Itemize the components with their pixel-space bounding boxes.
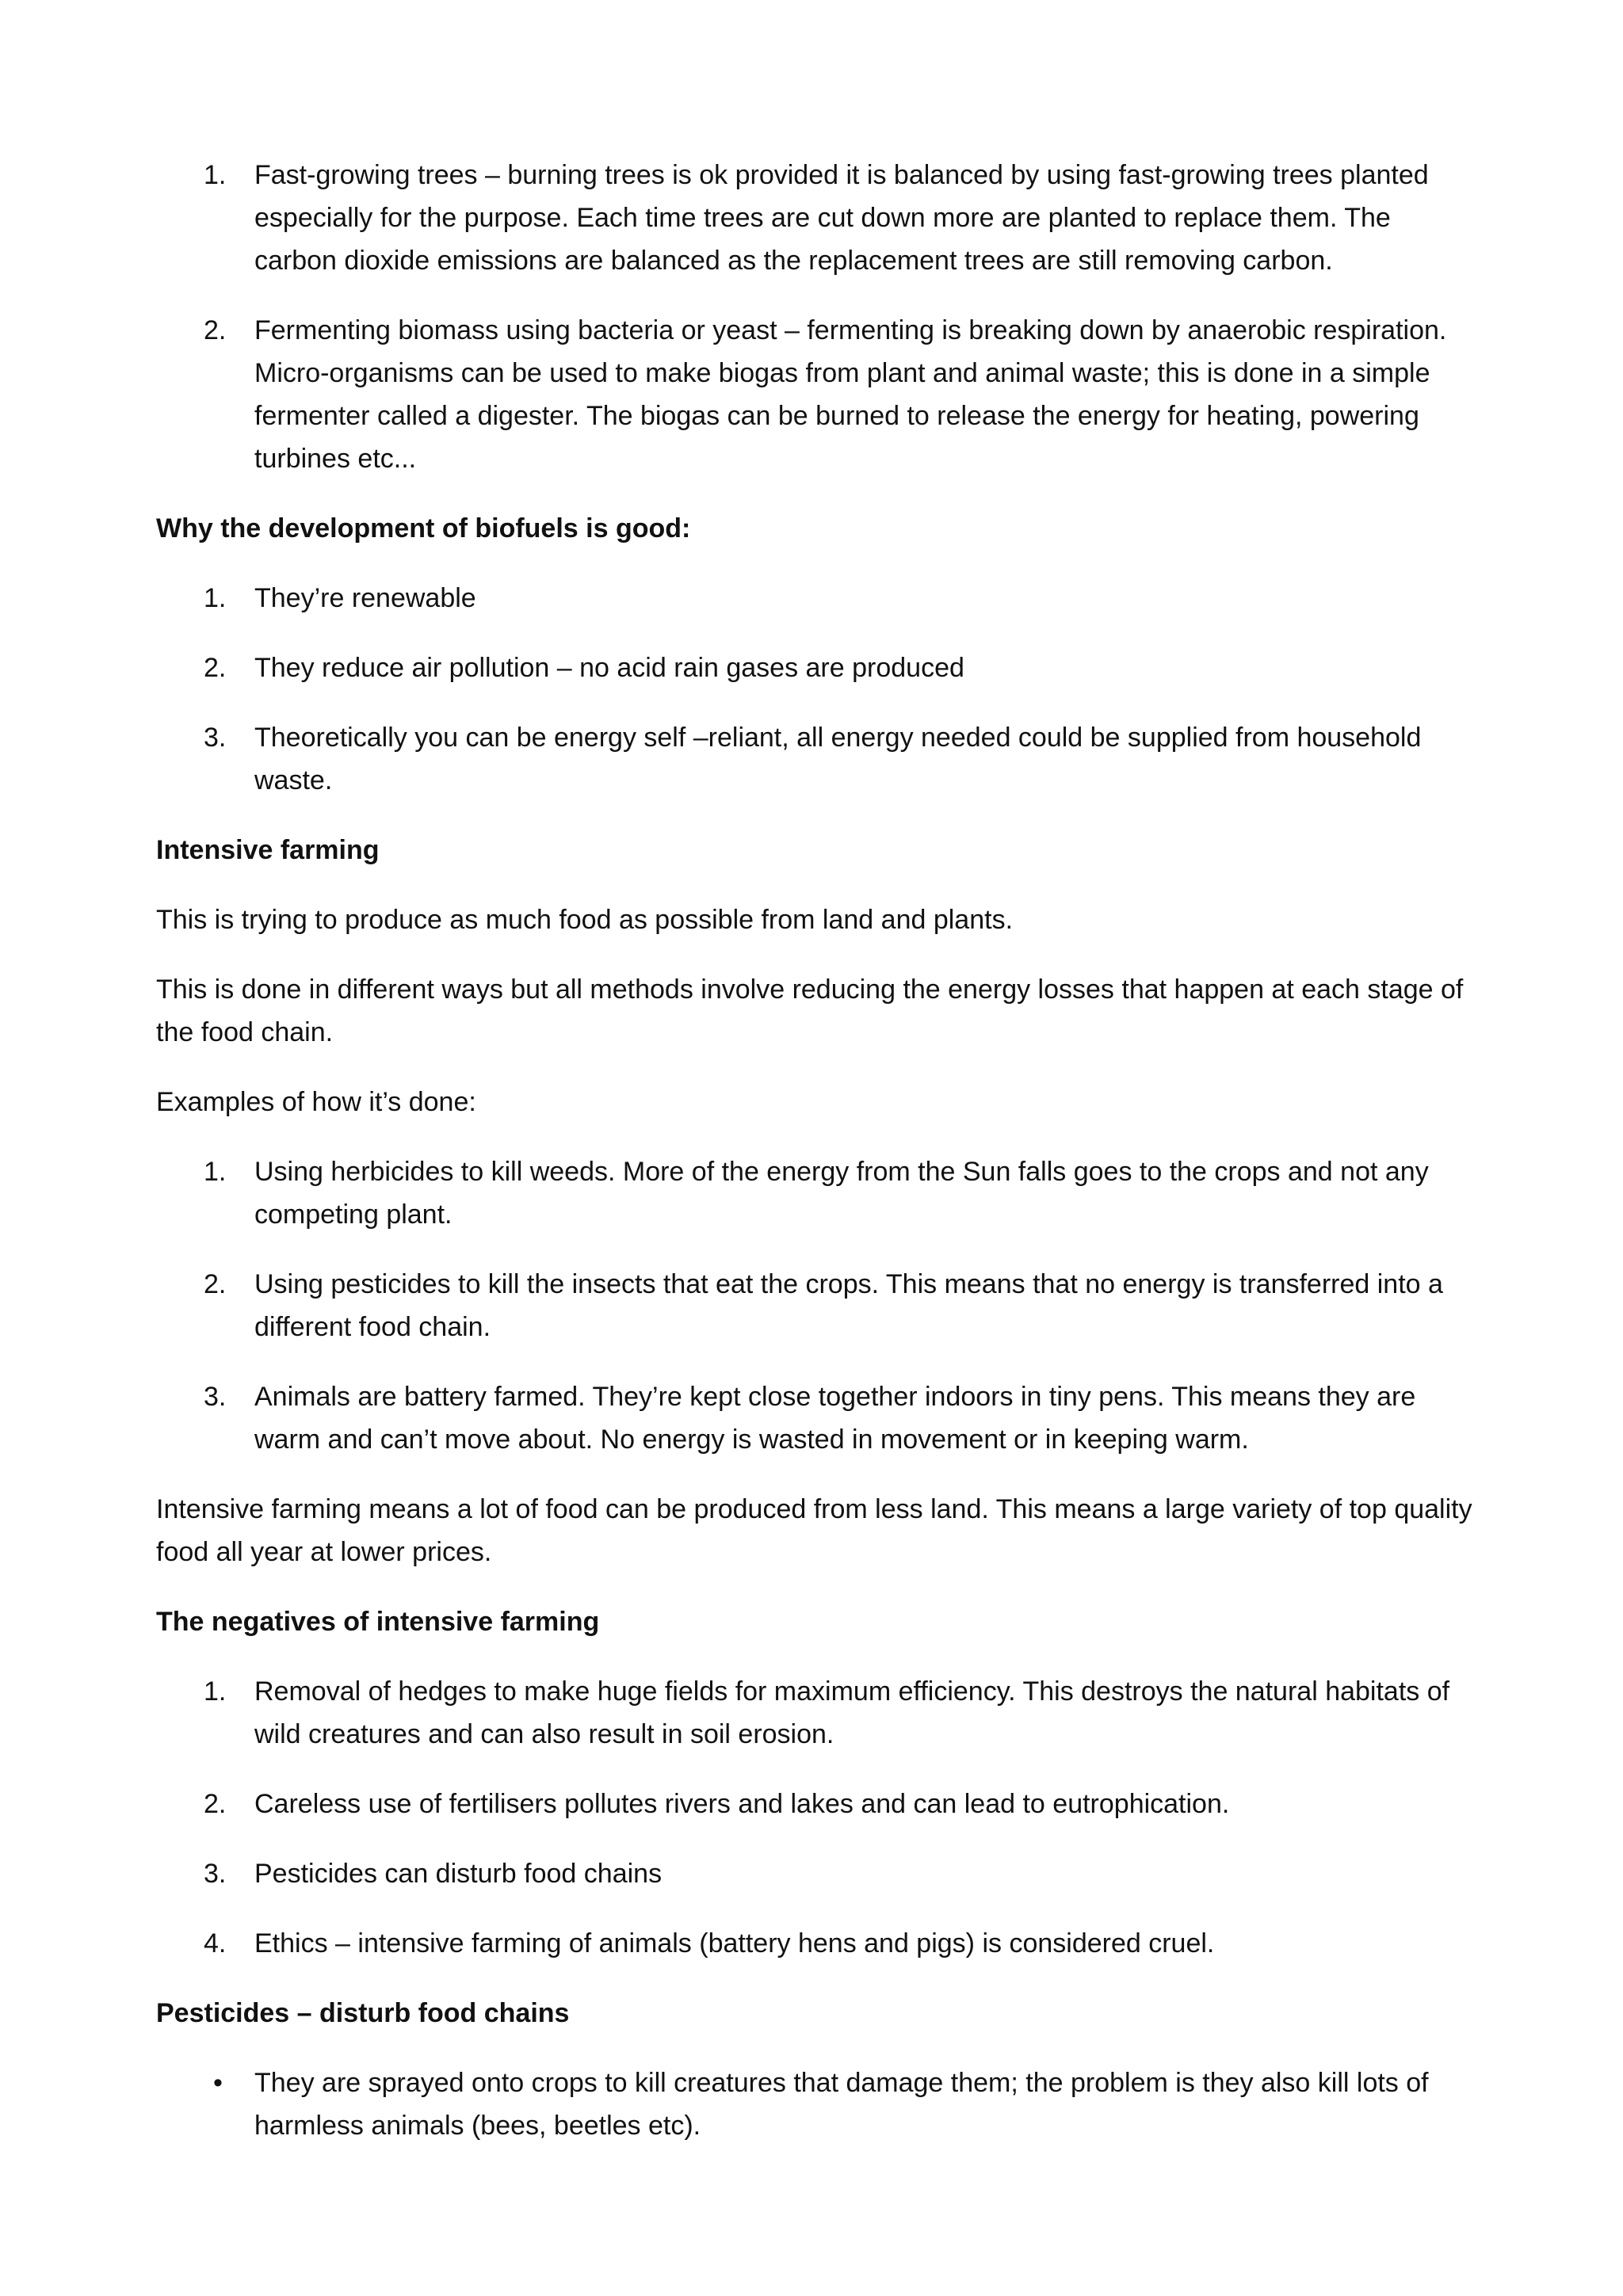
list-marker: 1. — [204, 583, 227, 613]
intensive-paragraph-3: Examples of how it’s done: — [156, 1087, 476, 1117]
list-item — [156, 716, 1480, 802]
list-item-text: Using herbicides to kill weeds. More of the energy from the Sun falls goes to the crops and not any competing plant. — [254, 1157, 1429, 1230]
list-item — [156, 1150, 1480, 1236]
list-item-text: They are sprayed onto crops to kill creatures that damage them; the problem is they also kill lots of harmless animals (bees, beetles etc). — [254, 2068, 1429, 2141]
list-marker: 3. — [204, 723, 227, 753]
list-item — [156, 646, 1480, 689]
list-marker: 2. — [204, 1269, 227, 1299]
list-item-text: They reduce air pollution – no acid rain gases are produced — [254, 653, 964, 683]
pesticides-list — [156, 2061, 1480, 2147]
list-marker: 2. — [204, 315, 227, 345]
list-marker: 1. — [204, 1157, 227, 1187]
list-item — [156, 1922, 1480, 1965]
list-marker: 4. — [204, 1928, 227, 1958]
pesticides-heading: Pesticides – disturb food chains — [156, 1998, 570, 2028]
list-item — [156, 1670, 1480, 1756]
biofuels-list — [156, 577, 1480, 802]
list-item-text: Theoretically you can be energy self –reliant, all energy needed could be supplied from household waste. — [254, 723, 1422, 795]
list-item — [156, 1263, 1480, 1348]
biofuels-heading: Why the development of biofuels is good: — [156, 513, 691, 543]
list-item-text: Ethics – intensive farming of animals (battery hens and pigs) is considered cruel. — [254, 1928, 1215, 1958]
list-item — [156, 309, 1480, 480]
list-item-text: Using pesticides to kill the insects that eat the crops. This means that no energy is transferred into a different food chain. — [254, 1269, 1443, 1342]
intensive-paragraph-4: Intensive farming means a lot of food can be produced from less land. This means a large variety of top quality food all year at lower prices. — [156, 1494, 1472, 1567]
list-item-text: Pesticides can disturb food chains — [254, 1859, 663, 1889]
intensive-examples-list — [156, 1150, 1480, 1461]
list-item-text: Careless use of fertilisers pollutes rivers and lakes and can lead to eutrophication. — [254, 1789, 1230, 1819]
list-marker: 1. — [204, 1676, 227, 1707]
list-item-text: Fast-growing trees – burning trees is ok provided it is balanced by using fast-growing trees planted especially for the purpose. Each time trees are cut down more are planted to replace them. The carbon dioxide emissions are balanced as the replacement trees are still removing carbon. — [254, 160, 1429, 276]
intensive-farming-heading: Intensive farming — [156, 835, 380, 865]
list-marker: 3. — [204, 1382, 227, 1412]
list-marker: 3. — [204, 1859, 227, 1889]
list-marker: 1. — [204, 160, 227, 190]
bullet-icon: • — [213, 2068, 223, 2098]
intensive-paragraph-2: This is done in different ways but all methods involve reducing the energy losses that happen at each stage of the food chain. — [156, 974, 1464, 1047]
intensive-paragraph-1: This is trying to produce as much food as possible from land and plants. — [156, 905, 1014, 935]
list-marker: 2. — [204, 1789, 227, 1819]
list-item — [156, 2061, 1480, 2147]
negatives-heading: The negatives of intensive farming — [156, 1607, 600, 1637]
list-item-text: They’re renewable — [254, 583, 476, 613]
list-item — [156, 1783, 1480, 1825]
list-item-text: Removal of hedges to make huge fields for maximum efficiency. This destroys the natural habitats of wild creatures and can also result in soil erosion. — [254, 1676, 1450, 1749]
list-item — [156, 577, 1480, 620]
list-item-text: Fermenting biomass using bacteria or yeast – fermenting is breaking down by anaerobic respiration. Micro-organisms can be used to make biogas from plant and animal waste; this is done in a simple fermenter called a digester. The biogas can be burned to release the energy for heating, powering turbines etc... — [254, 315, 1447, 474]
negatives-list — [156, 1670, 1480, 1965]
intro-list — [156, 154, 1480, 480]
list-item — [156, 1375, 1480, 1461]
list-item — [156, 154, 1480, 282]
list-item-text: Animals are battery farmed. They’re kept close together indoors in tiny pens. This means they are warm and can’t move about. No energy is wasted in movement or in keeping warm. — [254, 1382, 1416, 1455]
list-marker: 2. — [204, 653, 227, 683]
list-item — [156, 1852, 1480, 1895]
